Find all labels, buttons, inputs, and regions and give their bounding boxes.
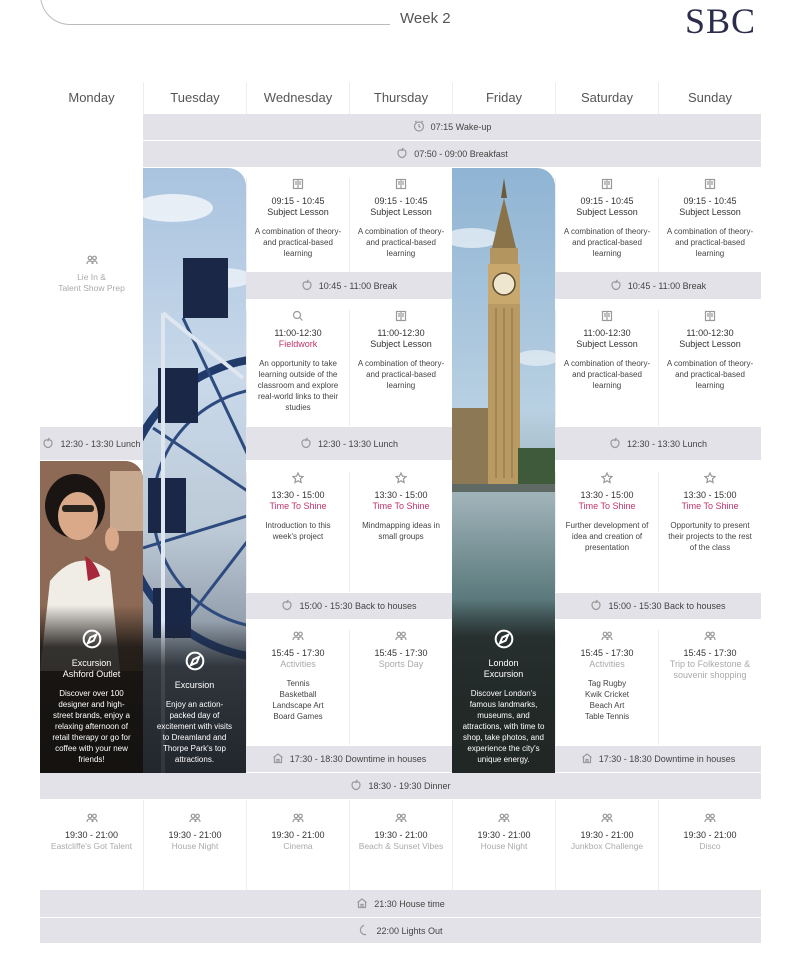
lesson-title: Subject Lesson (576, 339, 638, 349)
book-icon (665, 178, 755, 193)
lesson-desc: A combination of theory- and practical-based learning (254, 227, 342, 258)
shine-time: 13:30 - 15:00 (683, 490, 737, 500)
people-icon (562, 812, 652, 827)
people-icon (356, 630, 446, 645)
evening-mon (40, 800, 143, 890)
lunch-band-mon (40, 427, 143, 461)
lesson-desc: A combination of theory- and practical-based learning (563, 227, 651, 258)
shine-thu (349, 472, 452, 592)
houses-band-right (555, 593, 761, 620)
downtime-text: 17:30 - 18:30 Downtime in houses (289, 754, 427, 764)
dinner-text: 18:30 - 19:30 Dinner (368, 781, 451, 791)
lesson-title: Subject Lesson (679, 207, 741, 217)
break-band-mid (246, 272, 452, 300)
lesson-time: 11:00-12:30 (274, 328, 322, 338)
lesson1-sun (658, 178, 761, 272)
evening-title: Beach & Sunset Vibes (358, 841, 444, 851)
breakfast-text: 07:50 - 09:00 Breakfast (414, 149, 508, 159)
lunch-band-right (555, 427, 761, 461)
evening-time: 19:30 - 21:00 (271, 830, 325, 840)
shine-desc: Opportunity to present their projects to the rest of the class (668, 521, 752, 552)
shine-time: 13:30 - 15:00 (271, 490, 325, 500)
lesson1-thu (349, 178, 452, 272)
monday-lie-in (40, 240, 143, 300)
shine-title: Time To Shine (269, 501, 327, 511)
cup-icon (396, 147, 408, 161)
evening-time: 19:30 - 21:00 (477, 830, 531, 840)
shine-title: Time To Shine (578, 501, 636, 511)
people-icon (253, 630, 343, 645)
apple-icon (300, 437, 312, 451)
book-icon (253, 178, 343, 193)
lesson-desc: A combination of theory- and practical-based learning (357, 359, 445, 390)
evening-thu (349, 800, 452, 890)
excursion-friday-panel (452, 168, 555, 773)
activities-time: 15:45 - 17:30 (683, 648, 737, 658)
alarm-clock-icon (413, 120, 425, 134)
house-icon (581, 752, 593, 766)
evening-tue (143, 800, 246, 890)
day-header-friday: Friday (452, 82, 555, 114)
people-icon (150, 812, 240, 827)
activities-desc: Tag Rugby Kwik Cricket Beach Art Table Tennis (584, 679, 630, 721)
house-icon (272, 752, 284, 766)
book-icon (356, 178, 446, 193)
break-text: 10:45 - 11:00 Break (318, 280, 398, 291)
evening-title: Eastcliffe's Got Talent (50, 841, 133, 851)
day-header-tuesday: Tuesday (143, 82, 246, 114)
evening-title: Junkbox Challenge (570, 841, 644, 851)
house-time-band (40, 890, 761, 918)
evening-fri (452, 800, 555, 890)
apple-icon (42, 437, 54, 451)
excursion-monday-panel (40, 461, 143, 773)
lie-in-line1: Lie In & (77, 272, 106, 282)
book-icon (562, 178, 652, 193)
breakfast-band (143, 141, 761, 168)
shine-wed (246, 472, 349, 592)
excursion-title: London Excursion (483, 658, 524, 679)
lunch-text: 12:30 - 13:30 Lunch (317, 438, 399, 449)
excursion-desc: Discover over 100 designer and high-street brands, enjoy a relaxing afternoon of retail therapy or go for coffee with your new friends! (52, 689, 131, 764)
compass-icon (50, 629, 133, 652)
lesson2-thu (349, 310, 452, 426)
evening-title: House Night (480, 841, 528, 851)
book-icon (665, 310, 755, 325)
star-icon (665, 472, 755, 487)
shine-title: Time To Shine (372, 501, 430, 511)
day-header-thursday: Thursday (349, 82, 452, 114)
downtime-band-right (555, 746, 761, 773)
evening-time: 19:30 - 21:00 (168, 830, 222, 840)
day-header-monday: Monday (68, 90, 115, 105)
shine-desc: Further development of idea and creation of presentation (565, 521, 649, 552)
people-icon (459, 812, 549, 827)
activities-title: Activities (589, 659, 625, 669)
lesson-title: Subject Lesson (370, 207, 432, 217)
activities-time: 15:45 - 17:30 (271, 648, 325, 658)
houses-band-mid (246, 593, 452, 620)
lunch-text: 12:30 - 13:30 Lunch (626, 438, 708, 449)
wakeup-text: 07:15 Wake-up (430, 122, 492, 132)
activities-title: Activities (280, 659, 316, 669)
houses-text: 15:00 - 15:30 Back to houses (608, 601, 726, 611)
evening-sat (555, 800, 658, 890)
people-icon (356, 812, 446, 827)
apple-icon (609, 437, 621, 451)
apple-icon (590, 599, 602, 613)
people-icon (665, 630, 755, 645)
people-icon (665, 812, 755, 827)
people-icon (253, 812, 343, 827)
downtime-text: 17:30 - 18:30 Downtime in houses (598, 754, 736, 764)
lesson1-wed (246, 178, 349, 272)
star-icon (356, 472, 446, 487)
apple-icon (301, 279, 313, 293)
apple-icon (350, 779, 362, 793)
excursion-desc: Discover London's famous landmarks, museums, and attractions, with time to shop, take photos, and experience the city's unique energy. (462, 689, 545, 764)
lesson-desc: A combination of theory- and practical-based learning (666, 227, 754, 258)
lesson-title: Fieldwork (278, 339, 318, 349)
activities-time: 15:45 - 17:30 (374, 648, 428, 658)
lesson-title: Subject Lesson (576, 207, 638, 217)
lesson-desc: An opportunity to take learning outside of the classroom and explore real-world links to their studies (257, 359, 339, 412)
lights-out-text: 22:00 Lights Out (376, 925, 443, 936)
excursion-title: Excursion Ashford Outlet (62, 658, 121, 679)
lesson2-sat (555, 310, 658, 426)
excursion-title: Excursion (174, 680, 215, 690)
shine-sun (658, 472, 761, 592)
book-icon (356, 310, 446, 325)
lesson2-wed (246, 310, 349, 426)
shine-desc: Introduction to this week's project (265, 521, 331, 541)
activities-time: 15:45 - 17:30 (580, 648, 634, 658)
activities-sun (658, 630, 761, 745)
shine-title: Time To Shine (681, 501, 739, 511)
shine-time: 13:30 - 15:00 (374, 490, 428, 500)
lesson-time: 09:15 - 10:45 (580, 196, 634, 206)
lesson-time: 09:15 - 10:45 (683, 196, 737, 206)
day-header-sunday: Sunday (658, 82, 761, 114)
lesson-desc: A combination of theory- and practical-based learning (666, 359, 754, 390)
star-icon (562, 472, 652, 487)
excursion-tuesday-panel (143, 168, 246, 773)
lesson-title: Subject Lesson (679, 339, 741, 349)
lesson-desc: A combination of theory- and practical-based learning (357, 227, 445, 258)
day-header-wednesday: Wednesday (246, 82, 349, 114)
compass-icon (462, 629, 545, 652)
evening-title: House Night (171, 841, 219, 851)
activities-desc: Tennis Basketball Landscape Art Board Games (272, 679, 324, 721)
downtime-band-mid (246, 746, 452, 773)
activities-thu (349, 630, 452, 745)
apple-icon (281, 599, 293, 613)
wakeup-band (143, 114, 761, 141)
apple-icon (610, 279, 622, 293)
excursion-desc: Enjoy an action-packed day of excitement with visits to Dreamland and Thorpe Park's top attractions. (156, 700, 233, 764)
people-icon (46, 254, 137, 269)
header-curve (40, 0, 390, 25)
people-icon (46, 812, 137, 827)
lights-out-band (40, 918, 761, 944)
evening-time: 19:30 - 21:00 (374, 830, 428, 840)
house-icon (356, 897, 368, 911)
lesson-title: Subject Lesson (370, 339, 432, 349)
break-text: 10:45 - 11:00 Break (627, 280, 707, 291)
book-icon (562, 310, 652, 325)
activities-wed (246, 630, 349, 745)
break-band-right (555, 272, 761, 300)
evening-wed (246, 800, 349, 890)
activities-title: Trip to Folkestone & souvenir shopping (669, 659, 751, 680)
day-header-saturday: Saturday (555, 82, 658, 114)
activities-title: Sports Day (378, 659, 424, 669)
shine-desc: Mindmapping ideas in small groups (362, 521, 440, 541)
houses-text: 15:00 - 15:30 Back to houses (299, 601, 417, 611)
shine-sat (555, 472, 658, 592)
dinner-band (40, 773, 761, 800)
shine-time: 13:30 - 15:00 (580, 490, 634, 500)
moon-icon (358, 924, 370, 938)
evening-time: 19:30 - 21:00 (683, 830, 737, 840)
lesson-time: 09:15 - 10:45 (271, 196, 325, 206)
evening-title: Cinema (283, 841, 313, 851)
lesson-time: 11:00-12:30 (686, 328, 734, 338)
evening-title: Disco (699, 841, 721, 851)
compass-icon (153, 651, 236, 674)
house-time-text: 21:30 House time (374, 898, 445, 909)
star-icon (253, 472, 343, 487)
week-label: Week 2 (400, 10, 451, 27)
evening-time: 19:30 - 21:00 (580, 830, 634, 840)
lesson-time: 11:00-12:30 (583, 328, 631, 338)
lesson-desc: A combination of theory- and practical-based learning (563, 359, 651, 390)
lunch-text: 12:30 - 13:30 Lunch (60, 438, 141, 449)
evening-sun (658, 800, 761, 890)
search-icon (253, 310, 343, 325)
brand-logo: SBC (685, 1, 757, 41)
activities-sat (555, 630, 658, 745)
people-icon (562, 630, 652, 645)
lesson1-sat (555, 178, 658, 272)
lesson-title: Subject Lesson (267, 207, 329, 217)
lunch-band-mid (246, 427, 452, 461)
lesson-time: 09:15 - 10:45 (374, 196, 428, 206)
lie-in-line2: Talent Show Prep (58, 283, 125, 293)
lesson2-sun (658, 310, 761, 426)
evening-time: 19:30 - 21:00 (64, 830, 119, 840)
lesson-time: 11:00-12:30 (377, 328, 425, 338)
